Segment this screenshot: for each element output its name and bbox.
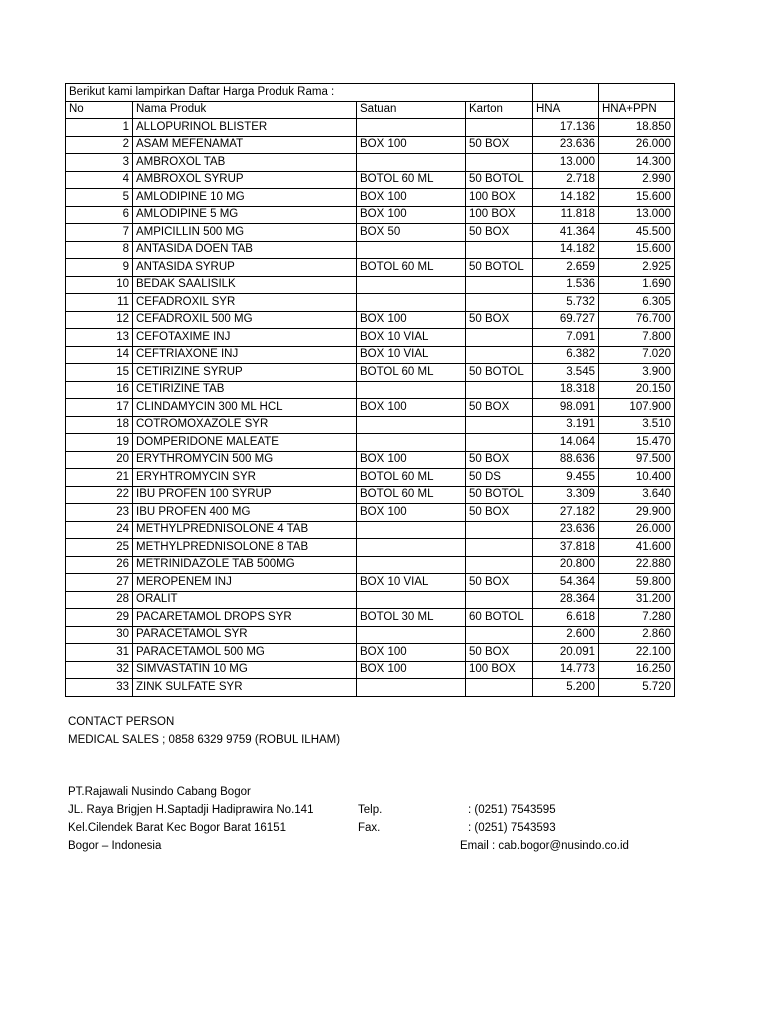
cell-no: 10 bbox=[66, 276, 133, 294]
cell-hna-ppn: 13.000 bbox=[599, 206, 675, 224]
cell-hna-ppn: 10.400 bbox=[599, 469, 675, 487]
cell-no: 16 bbox=[66, 381, 133, 399]
cell-nama-produk: ANTASIDA SYRUP bbox=[133, 259, 357, 277]
cell-nama-produk: METHYLPREDNISOLONE 8 TAB bbox=[133, 539, 357, 557]
table-row bbox=[66, 346, 675, 364]
cell-nama-produk: CEFOTAXIME INJ bbox=[133, 329, 357, 347]
cell-karton: 50 BOX bbox=[466, 451, 533, 469]
cell-karton bbox=[466, 434, 533, 452]
table-row bbox=[66, 329, 675, 347]
telp-label: Telp. bbox=[358, 804, 383, 816]
cell-nama-produk: PARACETAMOL 500 MG bbox=[133, 644, 357, 662]
cell-hna-ppn: 14.300 bbox=[599, 154, 675, 172]
table-row bbox=[66, 119, 675, 137]
cell-nama-produk: AMBROXOL TAB bbox=[133, 154, 357, 172]
cell-nama-produk: IBU PROFEN 400 MG bbox=[133, 504, 357, 522]
cell-satuan bbox=[357, 241, 466, 259]
cell-hna-ppn: 3.510 bbox=[599, 416, 675, 434]
table-row bbox=[66, 416, 675, 434]
cell-hna: 6.618 bbox=[533, 609, 599, 627]
cell-no: 15 bbox=[66, 364, 133, 382]
cell-satuan bbox=[357, 381, 466, 399]
fax-value: : (0251) 7543593 bbox=[468, 822, 556, 834]
cell-hna-ppn: 76.700 bbox=[599, 311, 675, 329]
cell-hna-ppn: 15.600 bbox=[599, 189, 675, 207]
cell-karton: 100 BOX bbox=[466, 189, 533, 207]
header-no: No bbox=[66, 101, 133, 119]
table-row bbox=[66, 224, 675, 242]
cell-nama-produk: IBU PROFEN 100 SYRUP bbox=[133, 486, 357, 504]
cell-nama-produk: PACARETAMOL DROPS SYR bbox=[133, 609, 357, 627]
table-row bbox=[66, 154, 675, 172]
cell-karton: 50 BOTOL bbox=[466, 259, 533, 277]
fax-label: Fax. bbox=[358, 822, 381, 834]
cell-karton: 50 DS bbox=[466, 469, 533, 487]
cell-hna: 3.545 bbox=[533, 364, 599, 382]
cell-hna-ppn: 3.640 bbox=[599, 486, 675, 504]
table-row bbox=[66, 609, 675, 627]
cell-hna-ppn: 26.000 bbox=[599, 521, 675, 539]
cell-satuan: BOTOL 30 ML bbox=[357, 609, 466, 627]
cell-no: 18 bbox=[66, 416, 133, 434]
cell-satuan bbox=[357, 119, 466, 137]
company-name-text: PT.Rajawali Nusindo Cabang Bogor bbox=[68, 786, 251, 798]
cell-no: 7 bbox=[66, 224, 133, 242]
cell-no: 2 bbox=[66, 136, 133, 154]
cell-nama-produk: AMLODIPINE 10 MG bbox=[133, 189, 357, 207]
table-row bbox=[66, 189, 675, 207]
cell-satuan: BOTOL 60 ML bbox=[357, 364, 466, 382]
cell-hna: 69.727 bbox=[533, 311, 599, 329]
cell-satuan: BOTOL 60 ML bbox=[357, 469, 466, 487]
cell-karton bbox=[466, 591, 533, 609]
cell-hna: 13.000 bbox=[533, 154, 599, 172]
cell-satuan: BOTOL 60 ML bbox=[357, 171, 466, 189]
table-row bbox=[66, 171, 675, 189]
cell-hna: 28.364 bbox=[533, 591, 599, 609]
cell-karton bbox=[466, 154, 533, 172]
cell-hna-ppn: 2.925 bbox=[599, 259, 675, 277]
cell-no: 21 bbox=[66, 469, 133, 487]
cell-karton bbox=[466, 626, 533, 644]
cell-nama-produk: MEROPENEM INJ bbox=[133, 574, 357, 592]
cell-hna: 11.818 bbox=[533, 206, 599, 224]
cell-hna: 6.382 bbox=[533, 346, 599, 364]
company-name bbox=[68, 783, 708, 801]
header-hna: HNA bbox=[533, 101, 599, 119]
cell-hna: 37.818 bbox=[533, 539, 599, 557]
cell-hna: 5.732 bbox=[533, 294, 599, 312]
cell-nama-produk: CLINDAMYCIN 300 ML HCL bbox=[133, 399, 357, 417]
cell-karton bbox=[466, 329, 533, 347]
table-title-row bbox=[66, 84, 675, 102]
cell-karton bbox=[466, 679, 533, 697]
cell-no: 17 bbox=[66, 399, 133, 417]
cell-hna-ppn: 1.690 bbox=[599, 276, 675, 294]
cell-hna: 18.318 bbox=[533, 381, 599, 399]
cell-nama-produk: DOMPERIDONE MALEATE bbox=[133, 434, 357, 452]
table-row bbox=[66, 399, 675, 417]
cell-satuan bbox=[357, 294, 466, 312]
cell-hna: 23.636 bbox=[533, 136, 599, 154]
cell-nama-produk: CEFADROXIL SYR bbox=[133, 294, 357, 312]
table-header-row bbox=[66, 101, 675, 119]
header-nama-produk: Nama Produk bbox=[133, 101, 357, 119]
cell-hna-ppn: 22.880 bbox=[599, 556, 675, 574]
table-row bbox=[66, 136, 675, 154]
cell-hna-ppn: 3.900 bbox=[599, 364, 675, 382]
cell-hna: 14.773 bbox=[533, 661, 599, 679]
cell-satuan: BOX 50 bbox=[357, 224, 466, 242]
cell-hna: 14.064 bbox=[533, 434, 599, 452]
cell-karton: 50 BOX bbox=[466, 399, 533, 417]
cell-karton bbox=[466, 119, 533, 137]
cell-satuan bbox=[357, 434, 466, 452]
cell-no: 29 bbox=[66, 609, 133, 627]
cell-no: 5 bbox=[66, 189, 133, 207]
cell-no: 9 bbox=[66, 259, 133, 277]
cell-no: 20 bbox=[66, 451, 133, 469]
address-3: Bogor – Indonesia bbox=[68, 840, 162, 852]
cell-hna: 1.536 bbox=[533, 276, 599, 294]
cell-satuan bbox=[357, 556, 466, 574]
cell-no: 31 bbox=[66, 644, 133, 662]
table-row bbox=[66, 521, 675, 539]
table-row bbox=[66, 259, 675, 277]
cell-no: 27 bbox=[66, 574, 133, 592]
cell-nama-produk: METRINIDAZOLE TAB 500MG bbox=[133, 556, 357, 574]
cell-satuan: BOX 100 bbox=[357, 206, 466, 224]
cell-satuan: BOTOL 60 ML bbox=[357, 486, 466, 504]
cell-karton: 50 BOX bbox=[466, 644, 533, 662]
table-row bbox=[66, 294, 675, 312]
address-2: Kel.Cilendek Barat Kec Bogor Barat 16151 bbox=[68, 822, 286, 834]
table-title: Berikut kami lampirkan Daftar Harga Produk Rama : bbox=[66, 84, 533, 102]
cell-satuan bbox=[357, 679, 466, 697]
cell-karton: 50 BOX bbox=[466, 504, 533, 522]
cell-karton: 100 BOX bbox=[466, 661, 533, 679]
cell-hna-ppn: 15.600 bbox=[599, 241, 675, 259]
cell-nama-produk: ALLOPURINOL BLISTER bbox=[133, 119, 357, 137]
cell-satuan: BOX 100 bbox=[357, 451, 466, 469]
cell-satuan bbox=[357, 626, 466, 644]
cell-hna: 23.636 bbox=[533, 521, 599, 539]
cell-hna-ppn: 18.850 bbox=[599, 119, 675, 137]
cell-hna: 7.091 bbox=[533, 329, 599, 347]
cell-nama-produk: BEDAK SAALISILK bbox=[133, 276, 357, 294]
cell-hna: 54.364 bbox=[533, 574, 599, 592]
cell-hna-ppn: 45.500 bbox=[599, 224, 675, 242]
cell-hna-ppn: 2.990 bbox=[599, 171, 675, 189]
table-row bbox=[66, 311, 675, 329]
cell-no: 33 bbox=[66, 679, 133, 697]
cell-satuan: BOX 100 bbox=[357, 189, 466, 207]
table-row bbox=[66, 679, 675, 697]
cell-no: 13 bbox=[66, 329, 133, 347]
cell-hna: 20.800 bbox=[533, 556, 599, 574]
cell-karton bbox=[466, 346, 533, 364]
cell-hna-ppn: 59.800 bbox=[599, 574, 675, 592]
cell-karton bbox=[466, 539, 533, 557]
table-row bbox=[66, 434, 675, 452]
cell-karton: 50 BOX bbox=[466, 574, 533, 592]
header-karton: Karton bbox=[466, 101, 533, 119]
cell-karton: 50 BOX bbox=[466, 311, 533, 329]
contact-line: MEDICAL SALES ; 0858 6329 9759 (ROBUL ILHAM) bbox=[68, 734, 341, 746]
cell-satuan: BOX 10 VIAL bbox=[357, 329, 466, 347]
cell-karton: 50 BOTOL bbox=[466, 486, 533, 504]
cell-karton: 50 BOTOL bbox=[466, 364, 533, 382]
cell-karton: 50 BOX bbox=[466, 136, 533, 154]
cell-karton: 100 BOX bbox=[466, 206, 533, 224]
cell-nama-produk: ZINK SULFATE SYR bbox=[133, 679, 357, 697]
cell-satuan: BOX 100 bbox=[357, 661, 466, 679]
cell-hna-ppn: 41.600 bbox=[599, 539, 675, 557]
cell-karton bbox=[466, 381, 533, 399]
cell-hna: 2.600 bbox=[533, 626, 599, 644]
cell-hna-ppn: 31.200 bbox=[599, 591, 675, 609]
cell-satuan bbox=[357, 539, 466, 557]
table-row bbox=[66, 469, 675, 487]
cell-no: 3 bbox=[66, 154, 133, 172]
cell-no: 24 bbox=[66, 521, 133, 539]
cell-satuan bbox=[357, 591, 466, 609]
cell-no: 14 bbox=[66, 346, 133, 364]
cell-satuan: BOX 100 bbox=[357, 136, 466, 154]
cell-no: 4 bbox=[66, 171, 133, 189]
cell-nama-produk: PARACETAMOL SYR bbox=[133, 626, 357, 644]
cell-no: 1 bbox=[66, 119, 133, 137]
cell-nama-produk: CEFADROXIL 500 MG bbox=[133, 311, 357, 329]
title-empty-cell bbox=[599, 84, 675, 102]
cell-satuan: BOX 10 VIAL bbox=[357, 574, 466, 592]
cell-nama-produk: ANTASIDA DOEN TAB bbox=[133, 241, 357, 259]
cell-nama-produk: CETIRIZINE SYRUP bbox=[133, 364, 357, 382]
cell-no: 8 bbox=[66, 241, 133, 259]
contact-heading: CONTACT PERSON bbox=[68, 716, 175, 728]
cell-hna-ppn: 7.800 bbox=[599, 329, 675, 347]
cell-hna-ppn: 15.470 bbox=[599, 434, 675, 452]
company-block bbox=[68, 783, 708, 855]
table-row bbox=[66, 486, 675, 504]
cell-hna-ppn: 97.500 bbox=[599, 451, 675, 469]
cell-satuan: BOTOL 60 ML bbox=[357, 259, 466, 277]
table-row bbox=[66, 381, 675, 399]
cell-satuan: BOX 100 bbox=[357, 311, 466, 329]
cell-hna-ppn: 7.020 bbox=[599, 346, 675, 364]
cell-satuan bbox=[357, 154, 466, 172]
cell-hna-ppn: 7.280 bbox=[599, 609, 675, 627]
table-row bbox=[66, 556, 675, 574]
cell-hna: 98.091 bbox=[533, 399, 599, 417]
table-row bbox=[66, 626, 675, 644]
cell-nama-produk: AMPICILLIN 500 MG bbox=[133, 224, 357, 242]
cell-karton: 60 BOTOL bbox=[466, 609, 533, 627]
cell-karton bbox=[466, 556, 533, 574]
cell-hna: 2.718 bbox=[533, 171, 599, 189]
cell-nama-produk: ERYTHROMYCIN 500 MG bbox=[133, 451, 357, 469]
cell-no: 6 bbox=[66, 206, 133, 224]
cell-karton bbox=[466, 521, 533, 539]
cell-hna-ppn: 20.150 bbox=[599, 381, 675, 399]
cell-hna: 3.309 bbox=[533, 486, 599, 504]
table-row bbox=[66, 206, 675, 224]
cell-nama-produk: CEFTRIAXONE INJ bbox=[133, 346, 357, 364]
cell-satuan bbox=[357, 276, 466, 294]
cell-no: 19 bbox=[66, 434, 133, 452]
cell-hna: 2.659 bbox=[533, 259, 599, 277]
table-row bbox=[66, 539, 675, 557]
table-row bbox=[66, 504, 675, 522]
cell-nama-produk: AMBROXOL SYRUP bbox=[133, 171, 357, 189]
cell-hna-ppn: 29.900 bbox=[599, 504, 675, 522]
address-line-3 bbox=[68, 837, 708, 855]
header-satuan: Satuan bbox=[357, 101, 466, 119]
cell-hna: 5.200 bbox=[533, 679, 599, 697]
cell-satuan: BOX 100 bbox=[357, 399, 466, 417]
cell-nama-produk: AMLODIPINE 5 MG bbox=[133, 206, 357, 224]
title-empty-cell bbox=[533, 84, 599, 102]
cell-hna: 88.636 bbox=[533, 451, 599, 469]
cell-nama-produk: ERYHTROMYCIN SYR bbox=[133, 469, 357, 487]
cell-no: 30 bbox=[66, 626, 133, 644]
cell-karton bbox=[466, 241, 533, 259]
cell-hna-ppn: 26.000 bbox=[599, 136, 675, 154]
cell-nama-produk: COTROMOXAZOLE SYR bbox=[133, 416, 357, 434]
cell-hna: 14.182 bbox=[533, 241, 599, 259]
cell-satuan: BOX 10 VIAL bbox=[357, 346, 466, 364]
email-text: Email : cab.bogor@nusindo.co.id bbox=[460, 840, 629, 852]
cell-hna-ppn: 107.900 bbox=[599, 399, 675, 417]
table-row bbox=[66, 451, 675, 469]
cell-hna: 27.182 bbox=[533, 504, 599, 522]
cell-hna: 3.191 bbox=[533, 416, 599, 434]
table-row bbox=[66, 241, 675, 259]
address-line-2 bbox=[68, 819, 708, 837]
cell-nama-produk: ASAM MEFENAMAT bbox=[133, 136, 357, 154]
table-row bbox=[66, 591, 675, 609]
table-row bbox=[66, 276, 675, 294]
cell-karton bbox=[466, 416, 533, 434]
cell-nama-produk: METHYLPREDNISOLONE 4 TAB bbox=[133, 521, 357, 539]
telp-value: : (0251) 7543595 bbox=[468, 804, 556, 816]
cell-nama-produk: ORALIT bbox=[133, 591, 357, 609]
cell-hna-ppn: 22.100 bbox=[599, 644, 675, 662]
cell-karton bbox=[466, 294, 533, 312]
cell-nama-produk: CETIRIZINE TAB bbox=[133, 381, 357, 399]
price-table bbox=[65, 83, 675, 697]
cell-satuan bbox=[357, 521, 466, 539]
cell-hna-ppn: 2.860 bbox=[599, 626, 675, 644]
cell-no: 28 bbox=[66, 591, 133, 609]
cell-no: 25 bbox=[66, 539, 133, 557]
cell-no: 32 bbox=[66, 661, 133, 679]
cell-no: 26 bbox=[66, 556, 133, 574]
table-row bbox=[66, 574, 675, 592]
cell-karton: 50 BOTOL bbox=[466, 171, 533, 189]
address-1: JL. Raya Brigjen H.Saptadji Hadiprawira No.141 bbox=[68, 804, 314, 816]
address-line-1 bbox=[68, 801, 708, 819]
cell-no: 23 bbox=[66, 504, 133, 522]
cell-karton bbox=[466, 276, 533, 294]
cell-satuan: BOX 100 bbox=[357, 644, 466, 662]
cell-hna: 14.182 bbox=[533, 189, 599, 207]
cell-karton: 50 BOX bbox=[466, 224, 533, 242]
cell-hna-ppn: 16.250 bbox=[599, 661, 675, 679]
cell-nama-produk: SIMVASTATIN 10 MG bbox=[133, 661, 357, 679]
table-row bbox=[66, 364, 675, 382]
cell-hna: 20.091 bbox=[533, 644, 599, 662]
table-row bbox=[66, 644, 675, 662]
table-row bbox=[66, 661, 675, 679]
cell-hna: 9.455 bbox=[533, 469, 599, 487]
cell-hna-ppn: 6.305 bbox=[599, 294, 675, 312]
cell-hna: 41.364 bbox=[533, 224, 599, 242]
cell-satuan bbox=[357, 416, 466, 434]
cell-no: 11 bbox=[66, 294, 133, 312]
cell-hna: 17.136 bbox=[533, 119, 599, 137]
contact-block bbox=[68, 713, 340, 749]
cell-satuan: BOX 100 bbox=[357, 504, 466, 522]
cell-hna-ppn: 5.720 bbox=[599, 679, 675, 697]
cell-no: 12 bbox=[66, 311, 133, 329]
header-hna-ppn: HNA+PPN bbox=[599, 101, 675, 119]
cell-no: 22 bbox=[66, 486, 133, 504]
